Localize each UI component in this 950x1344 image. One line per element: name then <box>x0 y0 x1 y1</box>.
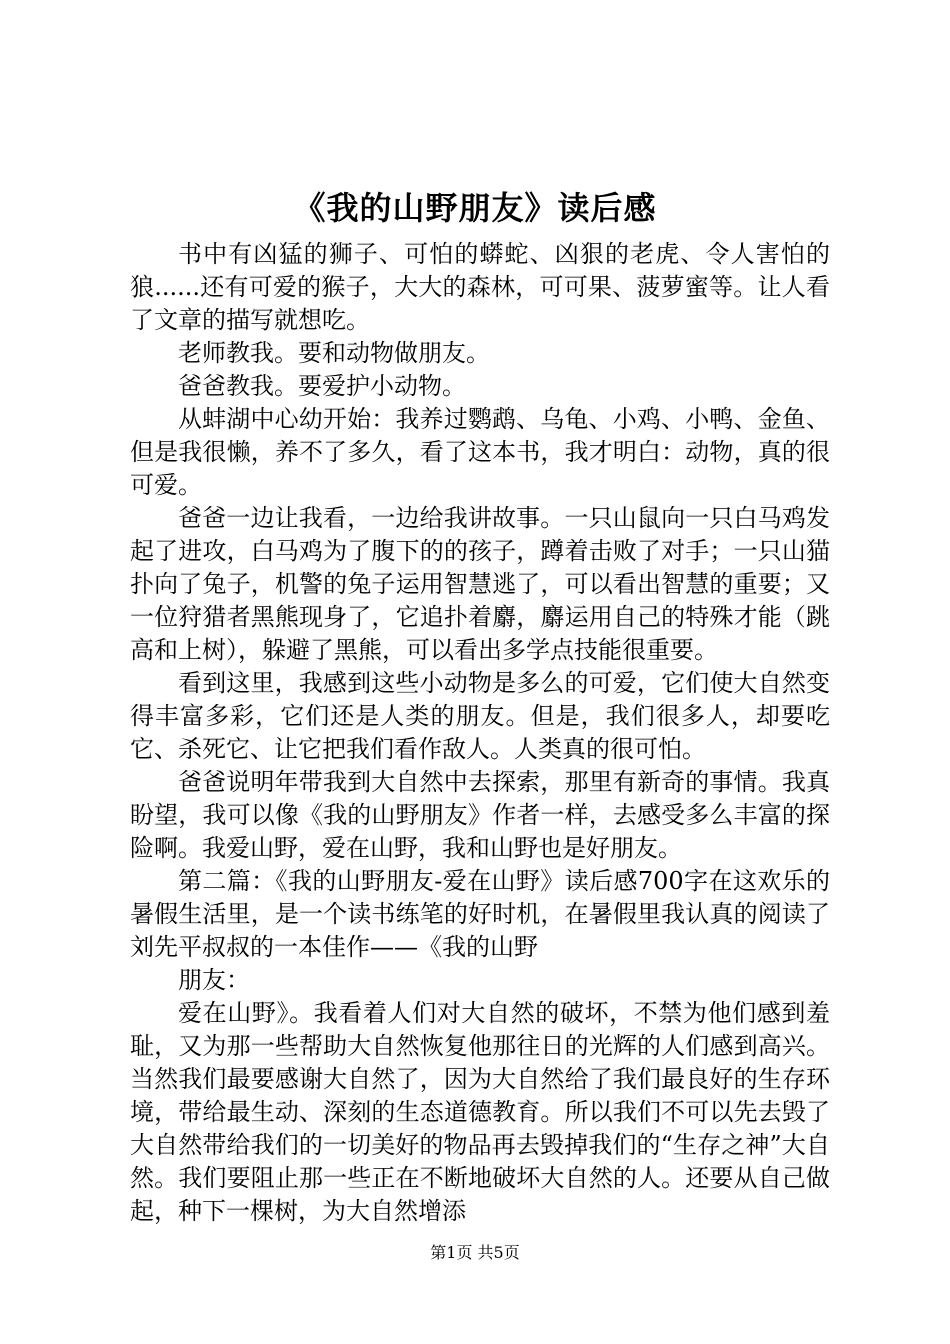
paragraph: 爱在山野》。我看着人们对大自然的破坏，不禁为他们感到羞耻，又为那一些帮助大自然恢复他那往日的光辉的人们感到高兴。当然我们最要感谢大自然了，因为大自然给了我们最良好的生存环境，带给最生动、深刻的生态道德教育。所以我们不可以先去毁了大自然带给我们的一切美好的物品再去毁掉我们的“生存之神”大自然。我们要阻止那一些正在不断地破坏大自然的人。还要从自己做起，种下一棵树，为大自然增添 <box>130 999 830 1225</box>
document-title: 《我的山野朋友》读后感 <box>293 189 657 227</box>
paragraph: 从蚌湖中心幼开始：我养过鹦鹉、乌龟、小鸡、小鸭、金鱼、但是我很懒，养不了多久，看了这本书，我才明白：动物，真的很可爱。 <box>130 405 830 499</box>
paragraph: 爸爸说明年带我到大自然中去探索，那里有新奇的事情。我真盼望，我可以像《我的山野朋友》作者一样，去感受多么丰富的探险啊。我爱山野，爱在山野，我和山野也是好朋友。 <box>130 768 830 862</box>
paragraph: 爸爸一边让我看，一边给我讲故事。一只山鼠向一只白马鸡发起了进攻，白马鸡为了腹下的的孩子，蹲着击败了对手；一只山猫扑向了兔子，机警的兔子运用智慧逃了，可以看出智慧的重要；又一位狩猎者黑熊现身了，它追扑着麝，麝运用自己的特殊才能（跳高和上树），躲避了黑熊，可以看出多学点技能很重要。 <box>130 504 830 664</box>
page-number-footer: 第1页 共5页 <box>430 1243 520 1262</box>
paragraph: 书中有凶猛的狮子、可怕的蟒蛇、凶狠的老虎、令人害怕的狼......还有可爱的猴子，大大的森林，可可果、菠萝蜜等。让人看了文章的描写就想吃。 <box>130 240 830 334</box>
document-body <box>130 238 830 1228</box>
paragraph: 第二篇：《我的山野朋友-爱在山野》读后感700字在这欢乐的暑假生活里，是一个读书练笔的好时机，在暑假里我认真的阅读了刘先平叔叔的一本佳作——《我的山野 <box>130 867 830 961</box>
paragraph: 朋友： <box>178 966 250 994</box>
paragraph: 爸爸教我。要爱护小动物。 <box>178 372 466 400</box>
paragraph: 看到这里，我感到这些小动物是多么的可爱，它们使大自然变得丰富多彩，它们还是人类的朋友。但是，我们很多人，却要吃它、杀死它、让它把我们看作敌人。人类真的很可怕。 <box>130 669 830 763</box>
paragraph: 老师教我。要和动物做朋友。 <box>178 339 490 367</box>
